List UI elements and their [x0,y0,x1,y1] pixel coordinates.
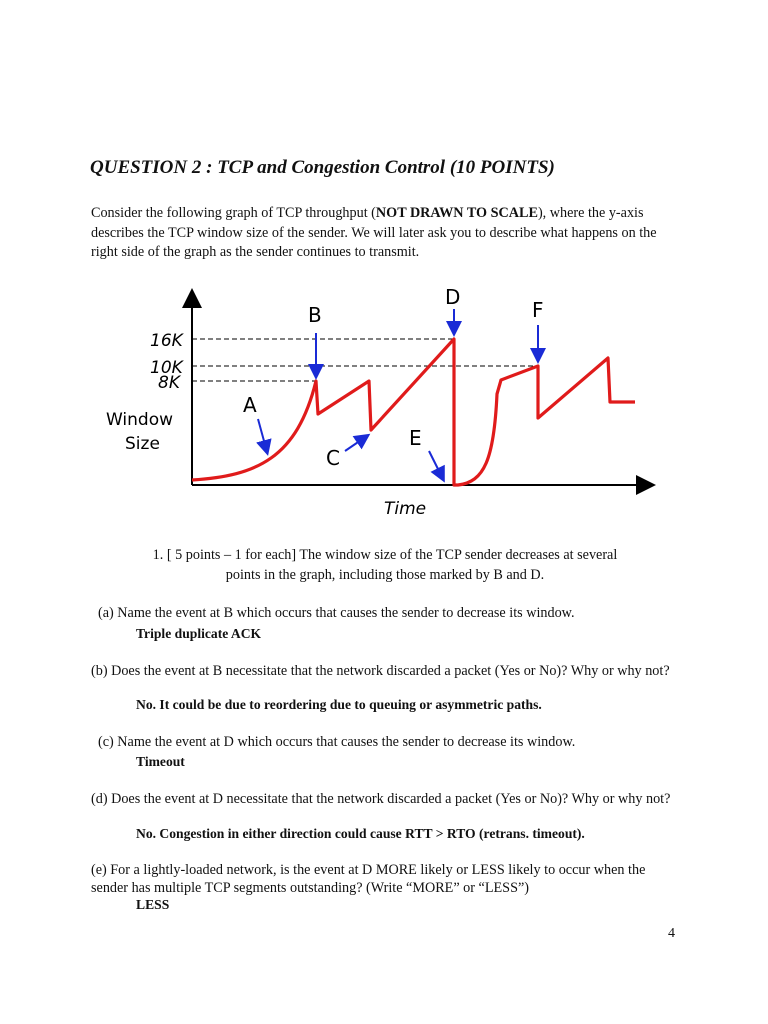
intro-text-after: ), where the y-axis describes the TCP window size of the sender. We will later ask you to describe what happens on the right side of the graph as the sender continues to transmit. [91,205,657,260]
part-c-question: (c) Name the event at D which occurs that causes the sender to decrease its window. [98,734,576,750]
intro-text-before: Consider the following graph of TCP throughput ( [91,205,376,221]
part-c-answer: Timeout [136,754,185,769]
marker-b: B [308,303,322,327]
part-d-answer: No. Congestion in either direction could cause RTT > RTO (retrans. timeout). [136,826,585,841]
part-e-answer: LESS [136,897,170,912]
marker-a: A [243,393,257,417]
part-d-question: (d) Does the event at D necessitate that the network discarded a packet (Yes or No)? Why or why not? [91,791,671,807]
tcp-window-graph [92,280,660,520]
intro-paragraph [91,204,681,263]
question-title: QUESTION 2 : TCP and Congestion Control (10 POINTS) [90,157,555,178]
y-axis-label-line1: Window [106,410,174,430]
part-b-answer: No. It could be due to reordering due to queuing or asymmetric paths. [136,697,542,712]
question1-line1: 1. [ 5 points – 1 for each] The window size of the TCP sender decreases at several [152,547,618,563]
arrow-a [258,419,267,452]
marker-e: E [409,426,422,450]
part-b-question: (b) Does the event at B necessitate that the network discarded a packet (Yes or No)? Why or why not? [91,663,670,679]
part-e-question: (e) For a lightly-loaded network, is the event at D MORE likely or LESS likely to occur when the sender has multiple TCP segments outstanding? (Write “MORE” or “LESS”) [91,862,646,896]
arrow-c [345,436,367,451]
y-axis-label-line2: Size [125,434,160,454]
question1-prompt [95,545,675,585]
tick-10k: 10K [150,358,183,378]
marker-d: D [445,285,461,309]
arrow-e [429,451,443,479]
marker-f: F [532,298,544,322]
part-a-answer: Triple duplicate ACK [136,626,262,641]
question1-line2: points in the graph, including those marked by B and D. [225,567,545,583]
tick-8k: 8K [158,373,180,393]
tick-16k: 16K [150,331,183,351]
marker-c: C [326,446,340,470]
part-a-question: (a) Name the event at B which occurs that causes the sender to decrease its window. [98,605,575,621]
intro-bold-text: NOT DRAWN TO SCALE [375,205,538,221]
x-axis-label: Time [384,499,427,519]
window-size-curve [192,339,635,485]
page-number: 4 [668,926,675,941]
